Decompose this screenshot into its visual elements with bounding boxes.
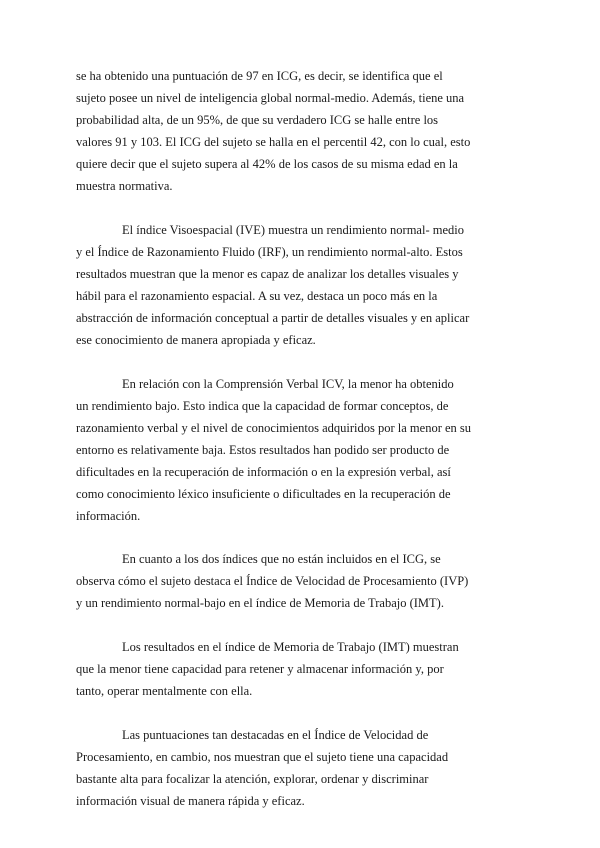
paragraph-line: muestra normativa. bbox=[76, 179, 173, 193]
paragraph-line: quiere decir que el sujeto supera al 42% de los casos de su misma edad en la bbox=[76, 157, 458, 171]
paragraph-line: información visual de manera rápida y eficaz. bbox=[76, 794, 305, 808]
paragraph-line: En cuanto a los dos índices que no están incluidos en el ICG, se bbox=[122, 552, 441, 566]
paragraph-line: Las puntuaciones tan destacadas en el Índice de Velocidad de bbox=[122, 728, 429, 742]
paragraph-line: observa cómo el sujeto destaca el Índice de Velocidad de Procesamiento (IVP) bbox=[76, 574, 469, 588]
paragraph-line: Procesamiento, en cambio, nos muestran que el sujeto tiene una capacidad bbox=[76, 750, 449, 764]
paragraph-line: como conocimiento léxico insuficiente o dificultades en la recuperación de bbox=[76, 487, 451, 501]
paragraph-line: El índice Visoespacial (IVE) muestra un rendimiento normal- medio bbox=[122, 223, 464, 237]
paragraph-line: probabilidad alta, de un 95%, de que su verdadero ICG se halle entre los bbox=[76, 113, 439, 127]
paragraph-line: resultados muestran que la menor es capaz de analizar los detalles visuales y bbox=[76, 267, 459, 281]
paragraph-line: entorno es relativamente baja. Estos resultados han podido ser producto de bbox=[76, 443, 450, 457]
paragraph-line: ese conocimiento de manera apropiada y eficaz. bbox=[76, 333, 316, 347]
paragraph-line: abstracción de información conceptual a partir de detalles visuales y en aplicar bbox=[76, 311, 470, 325]
paragraph-line: y el Índice de Razonamiento Fluido (IRF), un rendimiento normal-alto. Estos bbox=[76, 245, 463, 259]
paragraph-line: un rendimiento bajo. Esto indica que la capacidad de formar conceptos, de bbox=[76, 399, 449, 413]
paragraph-line: información. bbox=[76, 509, 141, 523]
paragraph-line: valores 91 y 103. El ICG del sujeto se halla en el percentil 42, con lo cual, esto bbox=[76, 135, 471, 149]
paragraph-line: y un rendimiento normal-bajo en el índice de Memoria de Trabajo (IMT). bbox=[76, 596, 444, 610]
paragraph-line: En relación con la Comprensión Verbal ICV, la menor ha obtenido bbox=[122, 377, 454, 391]
paragraph-line: Los resultados en el índice de Memoria de Trabajo (IMT) muestran bbox=[122, 640, 459, 654]
paragraph-line: que la menor tiene capacidad para retener y almacenar información y, por bbox=[76, 662, 444, 676]
paragraph-line: tanto, operar mentalmente con ella. bbox=[76, 684, 253, 698]
paragraph-line: bastante alta para focalizar la atención, explorar, ordenar y discriminar bbox=[76, 772, 429, 786]
paragraph-line: razonamiento verbal y el nivel de conocimientos adquiridos por la menor en su bbox=[76, 421, 472, 435]
paragraph-line: hábil para el razonamiento espacial. A su vez, destaca un poco más en la bbox=[76, 289, 438, 303]
paragraph-line: sujeto posee un nivel de inteligencia global normal-medio. Además, tiene una bbox=[76, 91, 465, 105]
paragraph-line: se ha obtenido una puntuación de 97 en ICG, es decir, se identifica que el bbox=[76, 69, 443, 83]
paragraph-line: dificultades en la recuperación de información o en la expresión verbal, así bbox=[76, 465, 451, 479]
